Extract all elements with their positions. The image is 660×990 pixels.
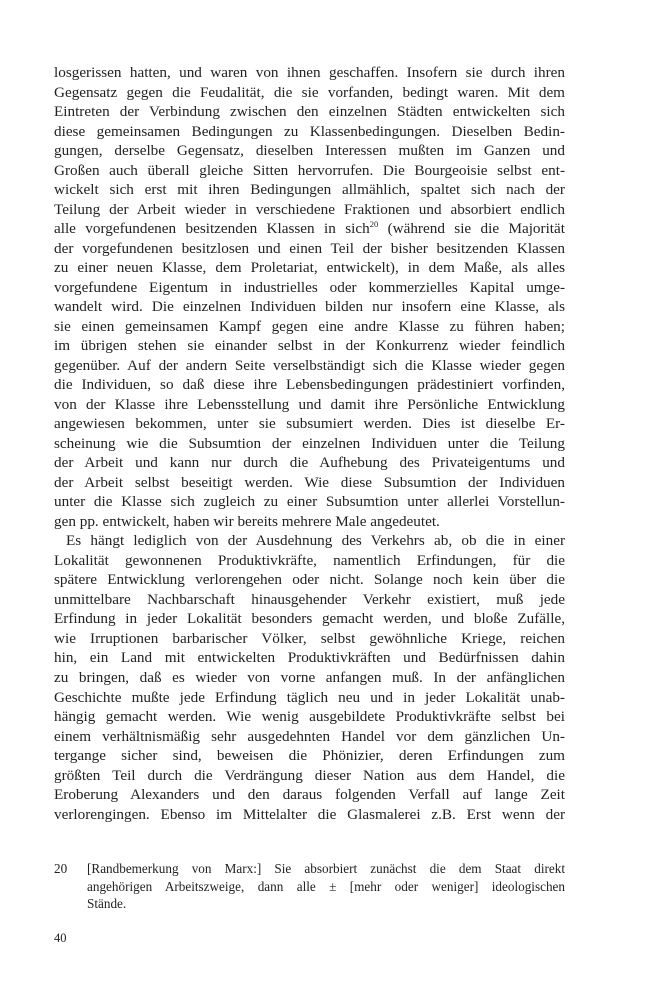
text-line: wandelt wird. Die einzelnen Individuen bilden nur insofern eine Klasse, als — [54, 298, 565, 316]
text-line: diese gemeinsamen Bedingungen zu Klassenbedingungen. Dieselben Bedin- — [54, 122, 565, 140]
text-line: wie Irruptionen barbarischer Völker, selbst gewöhnliche Kriege, reichen — [54, 629, 565, 647]
text-line: Eroberung Alexanders und den daraus folgenden Verfall auf lange Zeit — [54, 786, 565, 804]
footnote-line: Stände. — [87, 896, 127, 912]
footnote-line: angehörigen Arbeitszweige, dann alle ± [mehr oder weniger] ideologischen — [87, 878, 565, 894]
text-line: spätere Entwicklung verlorengehen oder nicht. Solange noch kein über die — [54, 571, 565, 589]
text-line: Großen auch überall gleiche Sitten hervorrufen. Die Bourgeoisie selbst ent- — [54, 161, 565, 179]
text-line: unmittelbare Nachbarschaft hinausgehender Verkehr existiert, muß jede — [54, 590, 565, 608]
text-line: unter die Klasse sich zugleich zu einer Subsumtion unter allerlei Vorstellun- — [54, 493, 565, 511]
text-line: einem verhältnismäßig sehr ausgedehnten Handel vor dem gänzlichen Un- — [54, 727, 565, 745]
text-line: scheinung wie die Subsumtion der einzelnen Individuen unter die Teilung — [54, 434, 565, 452]
text-segment: (während sie die Majorität — [378, 220, 565, 238]
text-line: gungen, derselbe Gegensatz, dieselben Interessen mußten im Ganzen und — [54, 142, 565, 160]
text-line: hängig gemacht werden. Wie wenig ausgebildete Produktivkräfte selbst bei — [54, 708, 565, 726]
main-text — [54, 63, 565, 824]
text-line: wickelt sich erst mit ihren Bedingungen allmählich, spaltet sich nach der — [54, 181, 565, 199]
book-page — [54, 0, 565, 990]
text-line: verlorengingen. Ebenso im Mittelalter die Glasmalerei z.B. Erst wenn der — [54, 805, 565, 823]
text-line: zu bringen, daß es wieder von vorne anfangen muß. In der anfänglichen — [54, 668, 565, 686]
text-line: hin, ein Land mit entwickelten Produktivkräften und Bedürfnissen dahin — [54, 649, 565, 667]
text-line: zu einer neuen Klasse, dem Proletariat, entwickelt), in dem Maße, als alles — [54, 259, 565, 277]
text-line: Eintreten der Verbindung zwischen den einzelnen Städten entwickelten sich — [54, 103, 565, 121]
footnote-line: [Randbemerkung von Marx:] Sie absorbiert zunächst die dem Staat direkt — [87, 861, 565, 876]
footnote-reference[interactable]: 20 — [369, 219, 379, 230]
footnote — [54, 860, 565, 913]
text-line: im übrigen stehen sie einander selbst in der Konkurrenz wieder feindlich — [54, 337, 565, 355]
text-line: größten Teil durch die Verdrängung dieser Nation aus dem Handel, die — [54, 766, 565, 784]
text-line: der Arbeit und kann nur durch die Aufhebung des Privateigentums und — [54, 454, 565, 472]
text-line: vorgefundene Eigentum in industrielles oder kommerzielles Kapital umge- — [54, 278, 565, 296]
text-line: Erfindung in jeder Lokalität besonders gemacht werden, und bloße Zufälle, — [54, 610, 565, 628]
text-line: sie einen gemeinsamen Kampf gegen eine andre Klasse zu führen haben; — [54, 317, 565, 335]
text-line: von der Klasse ihre Lebensstellung und damit ihre Persönliche Entwicklung — [54, 395, 565, 413]
footnote-number: 20 — [54, 861, 68, 876]
paragraph-first-line: Es hängt lediglich von der Ausdehnung des Verkehrs ab, ob die in einer — [66, 532, 565, 550]
text-line: der Arbeit selbst beseitigt werden. Wie diese Subsumtion der Individuen — [54, 473, 565, 491]
paragraph-last-line: gen pp. entwickelt, haben wir bereits mehrere Male angedeutet. — [54, 512, 440, 530]
page-number: 40 — [54, 931, 67, 945]
text-line: der vorgefundenen besitzlosen und einen Teil der bisher besitzenden Klassen — [54, 239, 565, 257]
text-line: die Individuen, so daß diese ihre Lebensbedingungen prädestiniert vorfinden, — [54, 376, 565, 394]
text-line: Geschichte mußte jede Erfindung täglich neu und in jeder Lokalität unab- — [54, 688, 565, 706]
text-segment: alle vorgefundenen besitzenden Klassen in sich — [54, 220, 370, 238]
text-line: gegenüber. Auf der andern Seite verselbständigt sich die Klasse wieder gegen — [54, 356, 565, 374]
footnote-text — [87, 860, 565, 913]
text-line: Teilung der Arbeit wieder in verschiedene Fraktionen und absorbiert endlich — [54, 200, 565, 218]
text-line: Gegensatz gegen die Feudalität, die sie vorfanden, bedingt waren. Mit dem — [54, 83, 565, 101]
text-line-with-footnote — [54, 219, 565, 239]
text-line: losgerissen hatten, und waren von ihnen geschaffen. Insofern sie durch ihren — [54, 64, 565, 81]
text-line: tergange sicher sind, beweisen die Phönizier, deren Erfindungen zum — [54, 747, 565, 765]
text-line: Lokalität gewonnenen Produktivkräfte, namentlich Erfindungen, für die — [54, 551, 565, 569]
text-line: angewiesen bekommen, unter sie subsumiert werden. Dies ist dieselbe Er- — [54, 415, 565, 433]
